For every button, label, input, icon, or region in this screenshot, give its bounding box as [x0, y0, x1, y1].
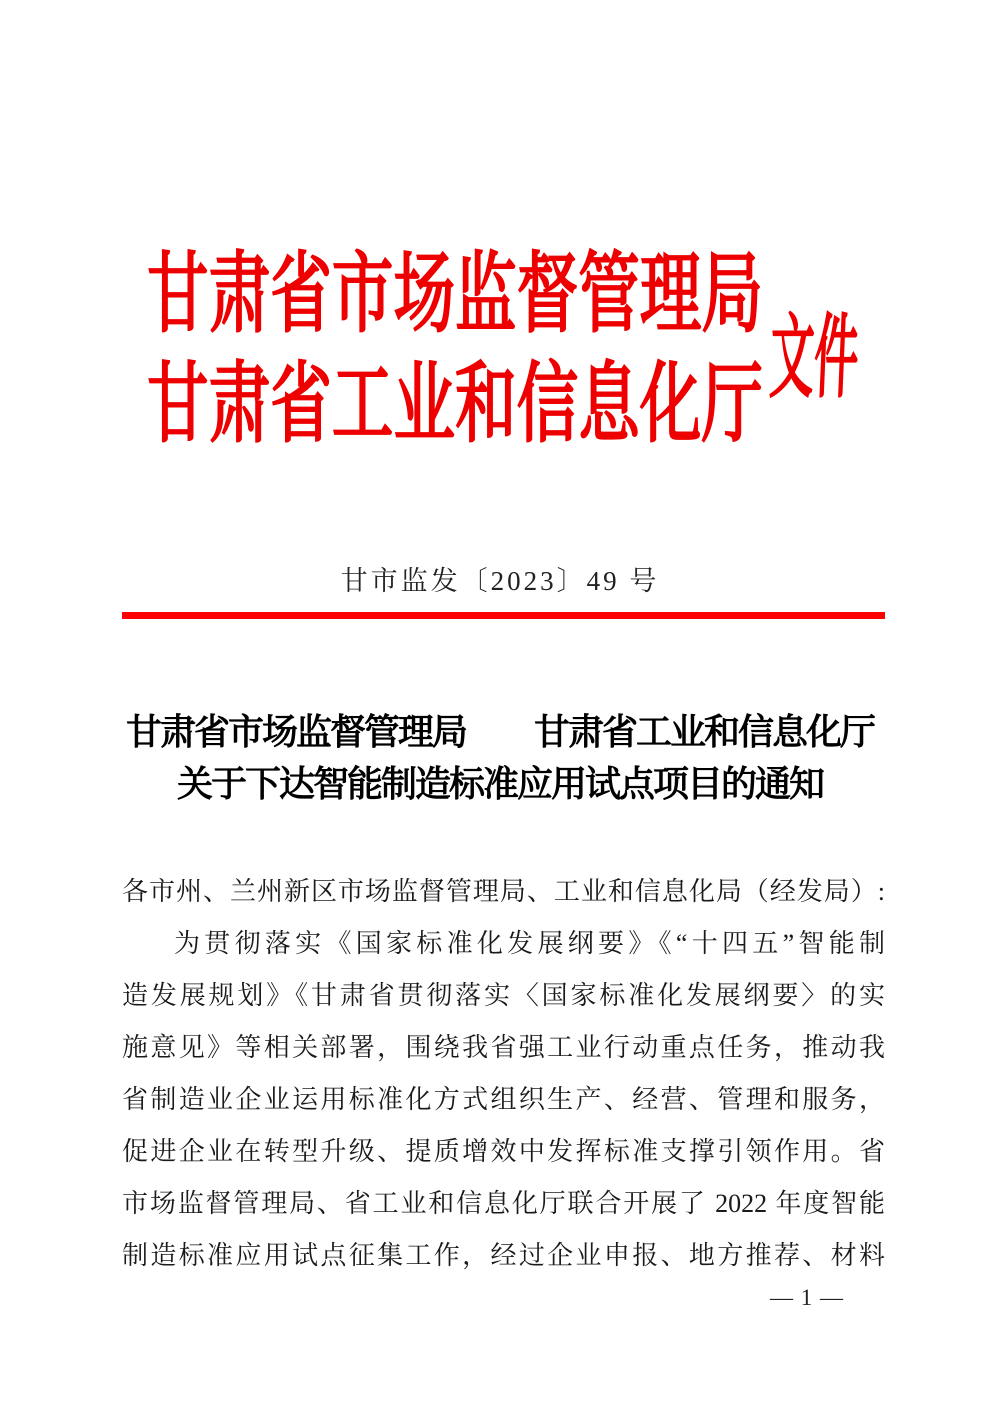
- document-title-line1: 甘肃省市场监督管理局 甘肃省工业和信息化厅: [125, 712, 874, 752]
- body-line: 省制造业企业运用标准化方式组织生产、经营、管理和服务，: [122, 1085, 885, 1114]
- document-body: [122, 866, 885, 1282]
- body-line: 市场监督管理局、省工业和信息化厅联合开展了 2022 年度智能: [122, 1189, 885, 1218]
- red-divider-rule: [122, 612, 885, 619]
- document-title: [60, 706, 940, 810]
- body-line: 制造标准应用试点征集工作，经过企业申报、地方推荐、材料: [122, 1241, 885, 1270]
- page-number: — 1 —: [770, 1285, 844, 1310]
- body-line: 促进企业在转型升级、提质增效中发挥标准支撑引领作用。省: [122, 1137, 885, 1166]
- document-number: 甘市监发〔2023〕49 号: [340, 566, 660, 596]
- letterhead-document-label: [767, 307, 956, 409]
- letterhead-document-label-text: 文件: [767, 307, 861, 409]
- document-title-line2: 关于下达智能制造标准应用试点项目的通知: [176, 764, 823, 804]
- letterhead-org-line1-text: 甘肃省市场监督管理局: [147, 247, 764, 344]
- salutation-line: 各市州、兰州新区市场监督管理局、工业和信息化局（经发局）:: [122, 877, 885, 906]
- body-line: 造发展规划》《甘肃省贯彻落实〈国家标准化发展纲要〉的实: [122, 981, 885, 1010]
- body-line: 施意见》等相关部署，围绕我省强工业行动重点任务，推动我: [122, 1033, 885, 1062]
- body-line: 为贯彻落实《国家标准化发展纲要》《“十四五”智能制: [174, 929, 885, 958]
- letterhead-org-line2-text: 甘肃省工业和信息化厅: [147, 357, 764, 454]
